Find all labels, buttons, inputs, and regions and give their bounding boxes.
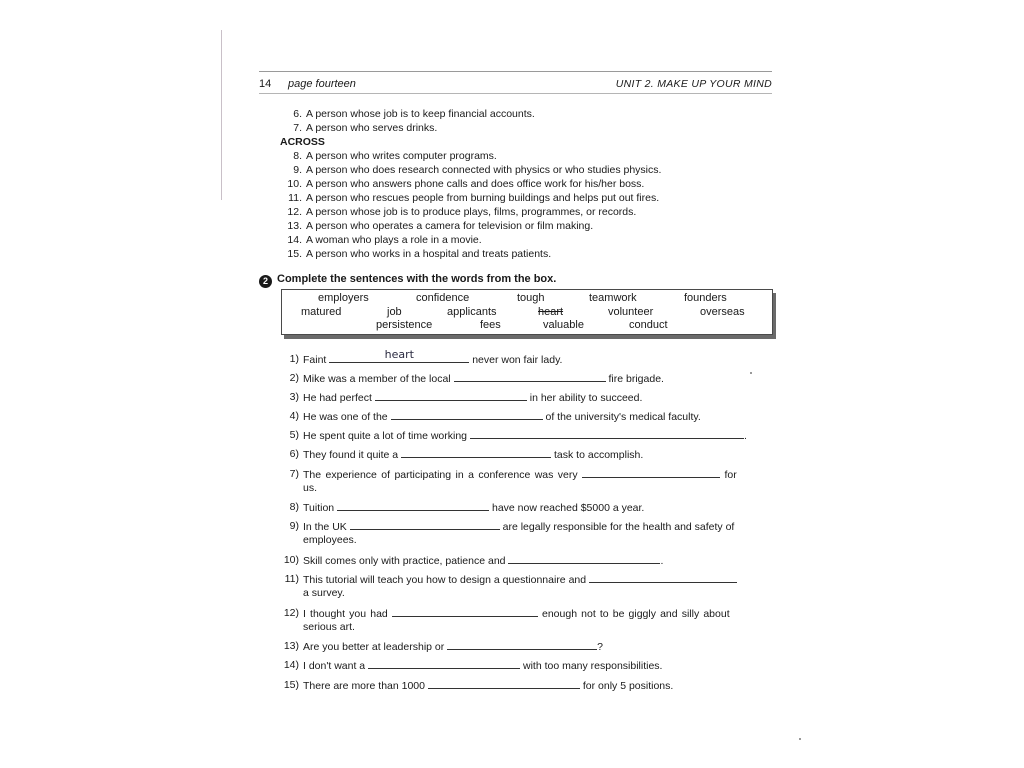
box-word: job [387,306,402,318]
answer-blank[interactable] [401,447,551,458]
answer-blank[interactable] [391,409,543,420]
box-word: conduct [629,319,668,331]
page-header [259,75,772,95]
scan-edge-line [221,30,222,200]
answer-blank[interactable] [454,371,606,382]
word-box [281,289,773,335]
clue-item: 14. A woman who plays a role in a movie. [287,234,482,246]
answer-blank[interactable] [428,678,580,689]
clue-item: 10. A person who answers phone calls and does office work for his/her boss. [287,178,645,190]
clue-item: 8. A person who writes computer programs. [293,150,497,162]
box-word: valuable [543,319,584,331]
task-instruction-text: Complete the sentences with the words from the box. [277,273,557,285]
box-word: volunteer [608,306,654,318]
header-top-rule [259,71,772,72]
box-word: employers [318,292,369,304]
scan-speck [750,372,752,374]
handwritten-answer: heart [384,348,414,361]
answer-blank[interactable] [329,348,469,363]
box-word: applicants [447,306,497,318]
answer-blank[interactable] [582,467,720,478]
answer-blank[interactable] [392,606,538,617]
answer-blank[interactable] [447,639,597,650]
clue-item: 6. A person whose job is to keep financial accounts. [293,108,535,120]
box-word: fees [480,319,501,331]
clue-item: 11. A person who rescues people from burning buildings and helps put out fires. [288,192,660,204]
unit-title: UNIT 2. MAKE UP YOUR MIND [615,78,772,90]
answer-blank[interactable] [589,572,737,583]
task-number-badge: 2 [259,275,272,288]
clue-item: 7. A person who serves drinks. [293,122,438,134]
box-word: tough [517,292,545,304]
clue-item: 9. A person who does research connected with physics or who studies physics. [293,164,662,176]
clue-item: 15. A person who works in a hospital and treats patients. [287,248,552,260]
box-word: persistence [376,319,433,331]
answer-blank[interactable] [470,428,744,439]
page-number: 14 [259,78,272,90]
answer-blank[interactable] [375,390,527,401]
task-instruction [259,273,556,288]
header-bottom-rule [259,93,772,94]
page-word: page fourteen [288,78,356,90]
answer-blank[interactable] [508,553,660,564]
answer-blank[interactable] [368,658,520,669]
answer-blank[interactable] [337,500,489,511]
answer-blank[interactable] [350,519,500,530]
box-word-crossed-out: heart [538,306,564,318]
clue-item: 13. A person who operates a camera for television or film making. [287,220,594,232]
box-word: founders [684,292,727,304]
across-heading: ACROSS [280,136,325,148]
box-word: teamwork [589,292,637,304]
clue-item: 12. A person whose job is to produce plays, films, programmes, or records. [287,206,637,218]
box-word: confidence [416,292,470,304]
box-word: matured [301,306,342,318]
scan-speck [799,738,801,740]
box-word: overseas [700,306,745,318]
